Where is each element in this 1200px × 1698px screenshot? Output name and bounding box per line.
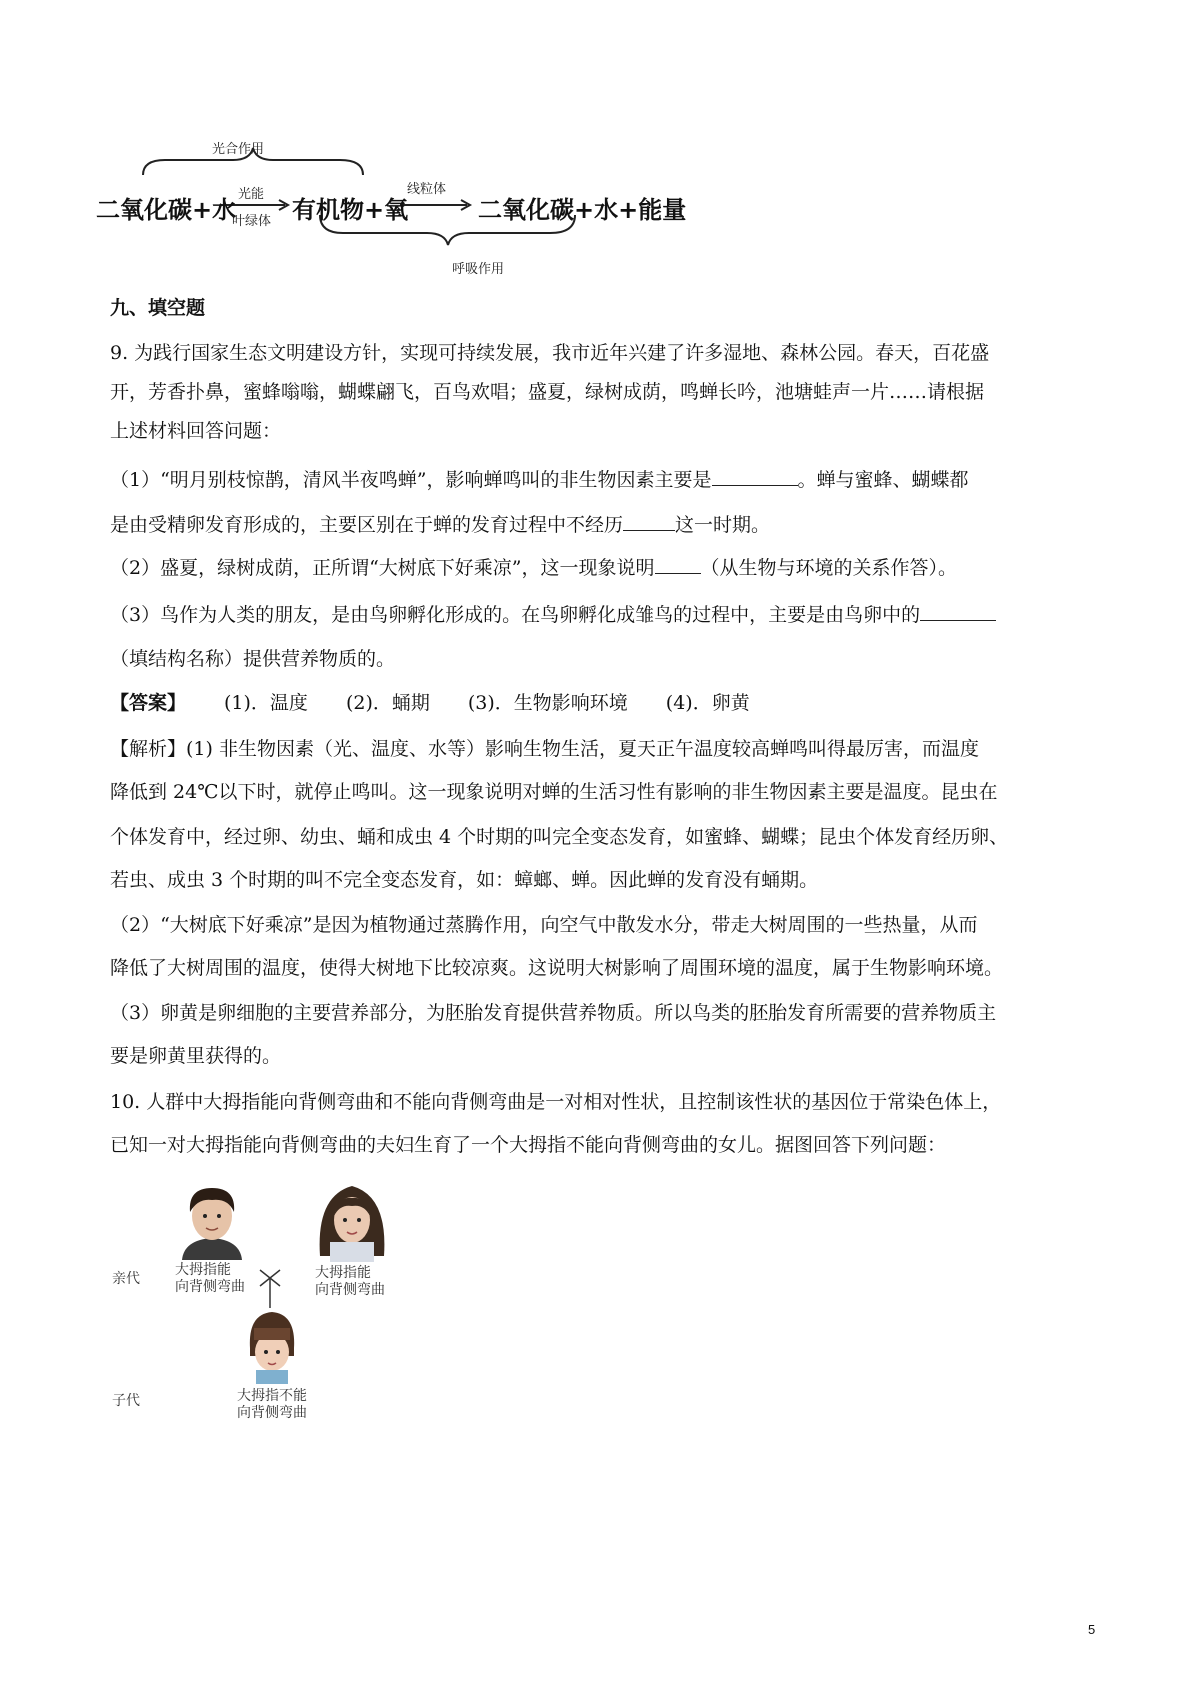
analysis-line-4: 若虫、成虫 3 个时期的叫不完全变态发育，如：蟑螂、蝉。因此蝉的发育没有蛹期。 xyxy=(110,869,819,891)
analysis-line-5: （2）“大树底下好乘凉”是因为植物通过蒸腾作用，向空气中散发水分，带走大树周围的一些热量，从而 xyxy=(110,914,978,936)
father-portrait xyxy=(172,1182,252,1260)
photosynthesis-label: 光合作用 xyxy=(212,142,265,157)
q9-stem-line-2: 开，芳香扑鼻，蜜蜂嗡嗡，蝴蝶翩飞，百鸟欢唱；盛夏，绿树成荫，鸣蝉长吟，池塘蛙声一片……请根据 xyxy=(110,381,985,403)
cross-symbol xyxy=(250,1262,290,1312)
q10-stem-line-1: 10. 人群中大拇指能向背侧弯曲和不能向背侧弯曲是一对相对性状，且控制该性状的基因位于常染色体上， xyxy=(110,1091,1002,1113)
mother-portrait xyxy=(312,1176,392,1262)
answer-blank-4[interactable] xyxy=(920,600,996,621)
child-trait-label: 大拇指不能 向背侧弯曲 xyxy=(237,1388,307,1421)
answer-item-4: (4)．卵黄 xyxy=(665,692,750,714)
answer-item-1: (1)．温度 xyxy=(224,692,308,714)
answer-blank-1[interactable] xyxy=(712,465,798,486)
analysis-line-8: 要是卵黄里获得的。 xyxy=(110,1045,282,1067)
answer-item-3: (3)．生物影响环境 xyxy=(467,692,628,714)
q9-part3-text-a: （3）鸟作为人类的朋友，是由鸟卵孵化形成的。在鸟卵孵化成雏鸟的过程中，主要是由鸟卵中的 xyxy=(110,604,921,626)
mitochondria-label: 线粒体 xyxy=(407,182,447,197)
child-portrait xyxy=(244,1308,300,1384)
light-energy-label: 光能 xyxy=(238,187,265,202)
respiration-label: 呼吸作用 xyxy=(452,262,505,277)
analysis-line-1: 【解析】(1) 非生物因素（光、温度、水等）影响生物生活，夏天正午温度较高蝉鸣叫得最厉害，而温度 xyxy=(110,738,979,760)
q9-answer-line xyxy=(110,688,1100,718)
q9-part1-text-b: 。蝉与蜜蜂、蝴蝶都 xyxy=(797,469,969,491)
q10-stem-line-2: 已知一对大拇指能向背侧弯曲的夫妇生育了一个大拇指不能向背侧弯曲的女儿。据图回答下列问题： xyxy=(110,1134,947,1156)
respiration-products-text: 二氧化碳+水+能量 xyxy=(478,196,687,224)
reactants-text: 二氧化碳+水 xyxy=(96,196,237,224)
q9-part2-line xyxy=(110,553,1100,583)
products-text: 有机物+氧 xyxy=(292,196,409,224)
analysis-line-7: （3）卵黄是卵细胞的主要营养部分，为胚胎发育提供营养物质。所以鸟类的胚胎发育所需要的营养物质主 xyxy=(110,1002,997,1024)
q9-part3-line-1 xyxy=(110,600,1100,630)
answer-item-2: (2)．蛹期 xyxy=(345,692,430,714)
q9-part1-text-d: 这一时期。 xyxy=(675,514,771,536)
answer-blank-3[interactable] xyxy=(655,553,701,574)
analysis-line-6: 降低了大树周围的温度，使得大树地下比较凉爽。这说明大树影响了周围环境的温度，属于生物影响环境。 xyxy=(110,957,1004,979)
answer-blank-2[interactable] xyxy=(623,510,675,531)
section-title: 九、填空题 xyxy=(110,297,206,319)
q9-stem-line-3: 上述材料回答问题： xyxy=(110,420,282,442)
q9-stem-line-1: 9. 为践行国家生态文明建设方针，实现可持续发展，我市近年兴建了许多湿地、森林公园。春天，百花盛 xyxy=(110,342,990,364)
analysis-line-3: 个体发育中，经过卵、幼虫、蛹和成虫 4 个时期的叫完全变态发育，如蜜蜂、蝴蝶；昆虫个体发育经历卵、 xyxy=(110,826,1009,848)
q9-part3-line-2: （填结构名称）提供营养物质的。 xyxy=(110,648,396,670)
father-trait-label: 大拇指能 向背侧弯曲 xyxy=(175,1262,245,1295)
q9-part2-text-b: （从生物与环境的关系作答）。 xyxy=(700,557,958,579)
q9-part1-line-1 xyxy=(110,465,1100,495)
q9-part1-line-2 xyxy=(110,510,1100,540)
q9-part2-text-a: （2）盛夏，绿树成荫，正所谓“大树底下好乘凉”，这一现象说明 xyxy=(110,557,655,579)
child-generation-label: 子代 xyxy=(112,1393,140,1409)
q9-part1-text-a: （1）“明月别枝惊鹊，清风半夜鸣蝉”，影响蝉鸣叫的非生物因素主要是 xyxy=(110,469,712,491)
page-number: 5 xyxy=(1088,1622,1096,1637)
chloroplast-label: 叶绿体 xyxy=(232,214,272,229)
q9-part1-text-c: 是由受精卵发育形成的，主要区别在于蝉的发育过程中不经历 xyxy=(110,514,624,536)
answer-label: 【答案】 xyxy=(110,692,187,714)
analysis-line-2: 降低到 24℃以下时，就停止鸣叫。这一现象说明对蝉的生活习性有影响的非生物因素主要是温度。昆虫在 xyxy=(110,781,998,803)
mother-trait-label: 大拇指能 向背侧弯曲 xyxy=(315,1265,385,1298)
parent-generation-label: 亲代 xyxy=(112,1271,140,1287)
